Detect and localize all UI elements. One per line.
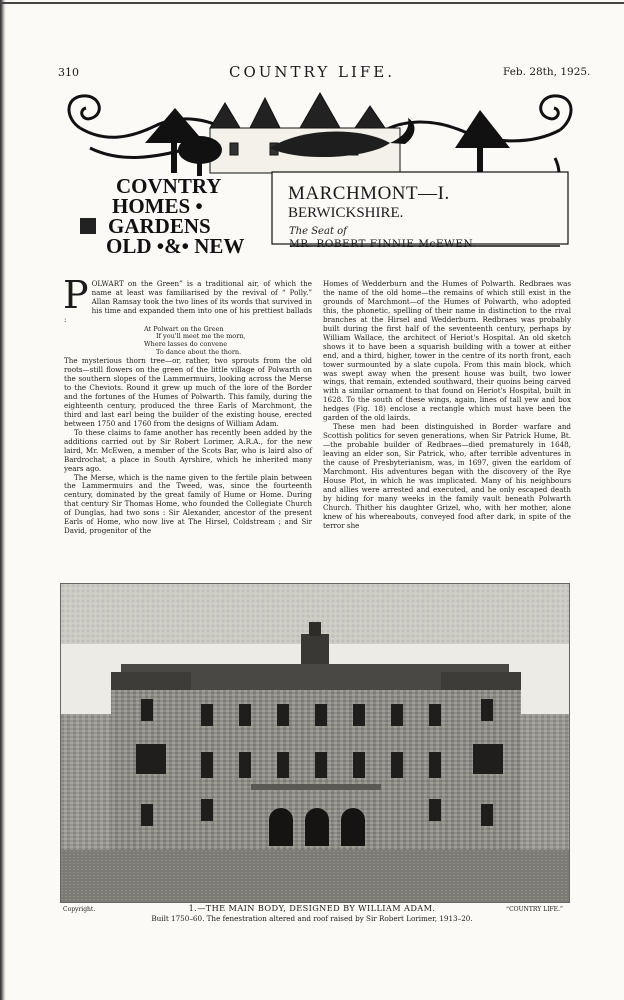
series-line-1: COVNTRY [116,174,222,198]
article-column-left [63,273,312,536]
paragraph: POLWART on the Green” is a traditional air, of which the name at least was familiarised by the revival of “ Polly.” Allan Ramsay took the two lines of its words that survived in his time and expanded them into one of his prettiest ballads : [63,273,312,324]
page-number: 310 [58,66,79,79]
seat-of-label: The Seat of [289,226,347,237]
article-column-right [323,280,571,531]
series-line-3: GARDENS [108,214,211,238]
paragraph: Homes of Wedderburn and the Humes of Polwarth. Redbraes was the name of the old home—the remains of which still exist in the grounds of Marchmont—of the Humes of Polwarth, who adopted this, the phonetic, spelling of their name in distinction to the rival branches at the Hirsel and Wedderburn. Redbraes was probably built during the first half of the seventeenth century, perhaps by William Wallace, the architect of Heriot's Hospital. An old sketch shows it to have been a squarish building with a tower at either end, and a third, higher, tower in the centre of its north front, each tower surmounted by a slate cupola. From this main block, which was swept away when the present house was built, two lower wings, that remain, extended southward, their quoins being carved with a similar ornament to that found on Heriot's Hospital, built in 1628. To the south of these wings, again, lines of tall yew and box hedges (Fig. 18) enclose a rectangle which must have been the garden of the old lairds. [323,279,571,423]
copyright-label: Copyright. [63,906,96,913]
photo-credit: “COUNTRY LIFE.” [506,906,563,913]
figure-caption: 1.—THE MAIN BODY, DESIGNED BY WILLIAM ADAM. [188,903,436,913]
owner-name: MR. ROBERT FINNIE McEWEN. [289,238,477,250]
crest-badge [80,218,96,234]
article-title: MARCHMONT—I. [288,183,450,204]
ballad-verse: At Polwart on the Green If you'll meet me the morn, Where lasses do convene To dance about the thorn. [144,324,246,356]
paragraph: The mysterious thorn tree—or, rather, two sprouts from the old roots—still flowers on the green of the little village of Polwarth on the southern slopes of the Lammermuirs, looking across the Merse to the Cheviots. Round it grew up much of the lore of the Border and the fortunes of the Humes of Polwarth. This family, during the eighteenth century, produced the three Earls of Marchmont, the third and last earl being the builder of the existing house, erected between 1750 and 1760 from the designs of William Adam. [64,356,312,428]
article-subtitle: BERWICKSHIRE. [288,205,404,221]
series-line-4: OLD •&• NEW [106,234,245,258]
house-illustration [61,584,569,902]
paragraph: To these claims to fame another has recently been added by the additions carried out by Sir Robert Lorimer, A.R.A., for the new laird, Mr. McEwen, a member of the Scots Bar, who is laird also of Bardrochat, a place in South Ayrshire, which he inherited many years ago. [64,427,312,473]
top-rule [0,2,624,4]
scan-edge [0,0,6,1000]
chateau-illustration [210,93,400,173]
house-photograph [60,583,570,903]
series-title-lettering [106,174,244,258]
drop-cap: P [63,273,89,317]
paragraph: These men had been distinguished in Border warfare and Scottish politics for seven generations, when Sir Patrick Hume, Bt.—the probable builder of Redbraes—died prematurely in 1648, leaving an elder son, Sir Patrick, who, after terrible adventures in the cause of Presbyterianism, was, in 1697, given the earldom of Marchmont. His adventures began with the discovery of the Rye House Plot, in which he was implicated. Many of his neighbours and allies were arrested and executed, and he only escaped death by hiding for many weeks in the family vault beneath Polwarth Church. Thither his daughter Grizel, who, with her mother, alone knew of his whereabouts, conveyed food after dark, in spite of the terror she [323,422,571,530]
issue-date: Feb. 28th, 1925. [503,66,591,78]
figure-subcaption: Built 1750–60. The fenestration altered and roof raised by Sir Robert Lorimer, 1913–20. [151,914,473,923]
series-line-2: HOMES • [112,194,203,218]
running-head: COUNTRY LIFE. [228,63,396,81]
paragraph: The Merse, which is the name given to the fertile plain between the Lammermuirs and the Tweed, was, since the fourteenth century, dominated by the great family of Hume or Home. During that century Sir Thomas Home, who founded the Collegiate Church of Dunglas, had two sons : Sir Alexander, ancestor of the present Earls of Home, who now live at The Hirsel, Coldstream ; and Sir David, progenitor of the [64,472,312,536]
